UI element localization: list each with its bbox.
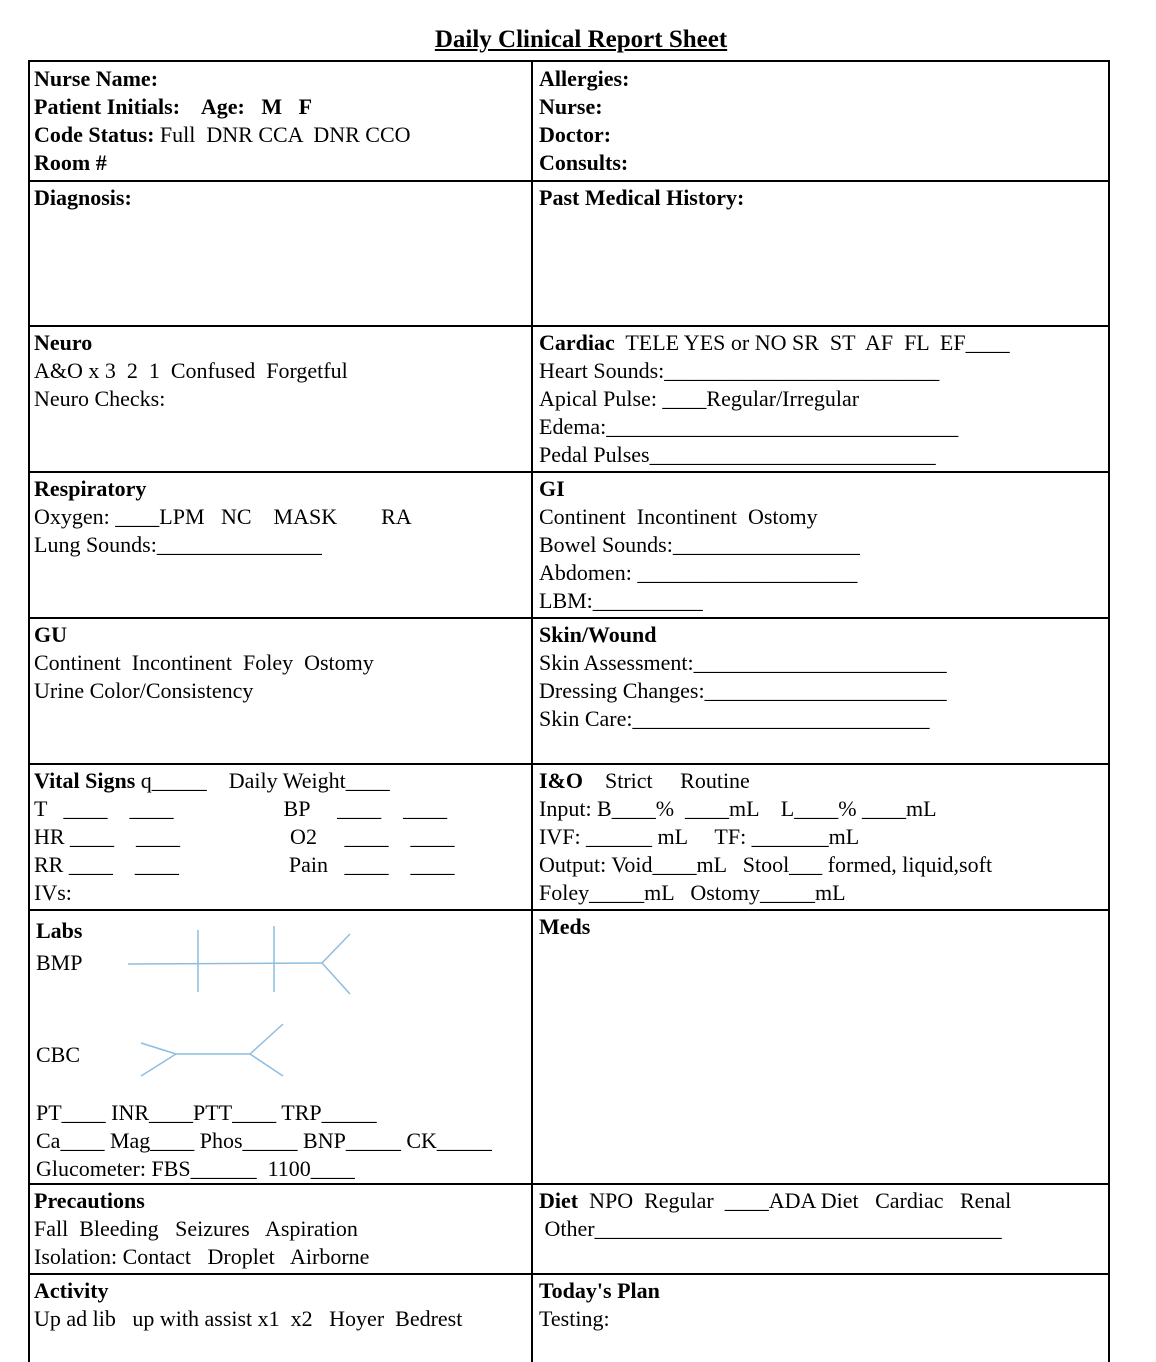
bmp-fork (322, 963, 350, 994)
field-label: Today's Plan (539, 1278, 660, 1303)
field-text[interactable]: NPO Regular ____ADA Diet Cardiac Renal (578, 1188, 1012, 1213)
form-line (539, 329, 1108, 357)
form-line (539, 149, 1108, 177)
field-text[interactable]: Skin Assessment:_______________________ (539, 650, 947, 675)
header-left-section (30, 62, 533, 181)
form-line (539, 621, 1108, 649)
form-line (539, 677, 1108, 705)
form-line (34, 767, 531, 795)
header-right-section (535, 62, 1108, 181)
form-line (34, 1243, 531, 1271)
field-text[interactable]: Output: Void____mL Stool___ formed, liquid,soft (539, 852, 993, 877)
form-line (34, 357, 531, 385)
field-label: Labs (36, 918, 83, 943)
field-text[interactable]: Strict Routine (583, 768, 750, 793)
field-text[interactable]: A&O x 3 2 1 Confused Forgetful (34, 358, 348, 383)
labs-section (30, 910, 533, 1184)
field-label: Neuro (34, 330, 93, 355)
field-text[interactable]: Full DNR CCA DNR CCO (154, 122, 411, 147)
todays-plan-section (535, 1274, 1108, 1362)
field-text[interactable]: HR ____ ____ O2 ____ ____ (34, 824, 455, 849)
form-line (539, 851, 1108, 879)
field-label: Skin/Wound (539, 622, 657, 647)
field-text[interactable]: Other_____________________________________ (539, 1216, 1002, 1241)
form-line (539, 184, 1108, 212)
meds-section (535, 910, 1108, 1184)
gi-section (535, 472, 1108, 618)
field-text[interactable]: Bowel Sounds:_________________ (539, 532, 860, 557)
field-text[interactable]: Urine Color/Consistency (34, 678, 254, 703)
form-line (539, 441, 1108, 469)
field-text[interactable]: Glucometer: FBS______ 1100____ (36, 1156, 355, 1181)
form-line (539, 121, 1108, 149)
form-line (539, 879, 1108, 907)
field-text[interactable]: CBC (36, 1042, 81, 1067)
form-line (539, 65, 1108, 93)
gu-section (30, 618, 533, 764)
form-line (34, 851, 531, 879)
form-line (34, 823, 531, 851)
skin-wound-section (535, 618, 1108, 764)
field-text[interactable]: Oxygen: ____LPM NC MASK RA (34, 504, 412, 529)
field-text[interactable]: Apical Pulse: ____Regular/Irregular (539, 386, 860, 411)
field-label: Respiratory (34, 476, 147, 501)
cbc-fork (141, 1054, 176, 1076)
form-line (34, 677, 531, 705)
form-line (539, 795, 1108, 823)
field-text[interactable]: T ____ ____ BP ____ ____ (34, 796, 448, 821)
field-text[interactable]: Isolation: Contact Droplet Airborne (34, 1244, 370, 1269)
form-line (539, 559, 1108, 587)
form-line (34, 503, 531, 531)
field-label: Vital Signs (34, 768, 136, 793)
field-text[interactable]: LBM:__________ (539, 588, 703, 613)
bmp-line (128, 963, 322, 964)
field-text[interactable]: Heart Sounds:_________________________ (539, 358, 940, 383)
field-text[interactable]: Ca____ Mag____ Phos_____ BNP_____ CK_____ (36, 1128, 492, 1153)
diet-section (535, 1184, 1108, 1274)
form-line (34, 531, 531, 559)
field-label: Nurse: (539, 94, 603, 119)
form-line (539, 767, 1108, 795)
field-text[interactable]: Lung Sounds:_______________ (34, 532, 322, 557)
field-text[interactable]: Up ad lib up with assist x1 x2 Hoyer Bedrest (34, 1306, 463, 1331)
field-label: I&O (539, 768, 583, 793)
field-label: Consults: (539, 150, 629, 175)
form-line (539, 1215, 1108, 1243)
field-text[interactable]: Abdomen: ____________________ (539, 560, 858, 585)
field-text[interactable]: Continent Incontinent Ostomy (539, 504, 818, 529)
form-line (34, 475, 531, 503)
form-line (539, 503, 1108, 531)
field-label: Nurse Name: (34, 66, 159, 91)
field-label: Cardiac (539, 330, 615, 355)
neuro-section (30, 326, 533, 472)
form-line (539, 1187, 1108, 1215)
field-text[interactable]: q_____ Daily Weight____ (135, 768, 390, 793)
past-medical-history-section (535, 181, 1108, 326)
field-text[interactable]: PT____ INR____PTT____ TRP_____ (36, 1100, 377, 1125)
cbc-fork (141, 1043, 176, 1054)
field-text[interactable]: Skin Care:___________________________ (539, 706, 930, 731)
cardiac-section (535, 326, 1108, 472)
field-label: Past Medical History: (539, 185, 745, 210)
form-line (34, 795, 531, 823)
field-text[interactable]: BMP (36, 950, 83, 975)
form-line (539, 357, 1108, 385)
form-line (34, 121, 531, 149)
field-label: Doctor: (539, 122, 612, 147)
form-line (34, 1305, 531, 1333)
field-label: Precautions (34, 1188, 145, 1213)
form-line (34, 149, 531, 177)
diagnosis-section (30, 181, 533, 326)
form-line (34, 879, 531, 907)
form-line (539, 823, 1108, 851)
form-line (34, 93, 531, 121)
form-line (34, 649, 531, 677)
form-line (539, 649, 1108, 677)
precautions-section (30, 1184, 533, 1274)
form-line (34, 1277, 531, 1305)
field-label: Diet (539, 1188, 579, 1213)
field-text[interactable]: Neuro Checks: (34, 386, 166, 411)
field-label: Diagnosis: (34, 185, 132, 210)
field-label: GI (539, 476, 565, 501)
field-label: Patient Initials: Age: M F (34, 94, 313, 119)
field-label: Meds (539, 914, 591, 939)
form-line (539, 93, 1108, 121)
vital-signs-section (30, 764, 533, 910)
form-line (34, 329, 531, 357)
field-text[interactable]: Continent Incontinent Foley Ostomy (34, 650, 374, 675)
field-text[interactable]: TELE YES or NO SR ST AF FL EF____ (614, 330, 1010, 355)
field-text[interactable]: IVF: ______ mL TF: _______mL (539, 824, 860, 849)
cbc-fork (250, 1054, 283, 1076)
page-title: Daily Clinical Report Sheet (434, 26, 728, 53)
field-label: Activity (34, 1278, 109, 1303)
report-sheet (28, 60, 1110, 1362)
form-line (539, 587, 1108, 615)
form-line (34, 1187, 531, 1215)
intake-output-section (535, 764, 1108, 910)
form-line (539, 1305, 1108, 1333)
form-line (539, 475, 1108, 503)
form-line (34, 184, 531, 212)
form-line (34, 621, 531, 649)
cbc-fork (250, 1024, 283, 1054)
form-line (34, 65, 531, 93)
field-text[interactable]: IVs: (34, 880, 72, 905)
bmp-fork (322, 934, 350, 963)
field-text[interactable]: Edema:________________________________ (539, 414, 959, 439)
field-text[interactable]: RR ____ ____ Pain ____ ____ (34, 852, 455, 877)
form-line (539, 705, 1108, 733)
field-text[interactable]: Foley_____mL Ostomy_____mL (539, 880, 846, 905)
field-text[interactable]: Dressing Changes:______________________ (539, 678, 947, 703)
field-label: Allergies: (539, 66, 630, 91)
form-line (34, 385, 531, 413)
respiratory-section (30, 472, 533, 618)
form-line (539, 913, 1108, 941)
activity-section (30, 1274, 533, 1362)
field-label: Code Status: (34, 122, 155, 147)
field-text[interactable]: Fall Bleeding Seizures Aspiration (34, 1216, 358, 1241)
form-line (34, 1215, 531, 1243)
field-text[interactable]: Input: B____% ____mL L____% ____mL (539, 796, 937, 821)
lab-fishbone-diagrams (30, 910, 533, 1184)
form-line (539, 531, 1108, 559)
form-line (539, 413, 1108, 441)
field-label: Room # (34, 150, 107, 175)
field-label: GU (34, 622, 67, 647)
form-line (539, 1277, 1108, 1305)
form-line (539, 385, 1108, 413)
field-text[interactable]: Pedal Pulses__________________________ (539, 442, 936, 467)
field-text[interactable]: Testing: (539, 1306, 610, 1331)
